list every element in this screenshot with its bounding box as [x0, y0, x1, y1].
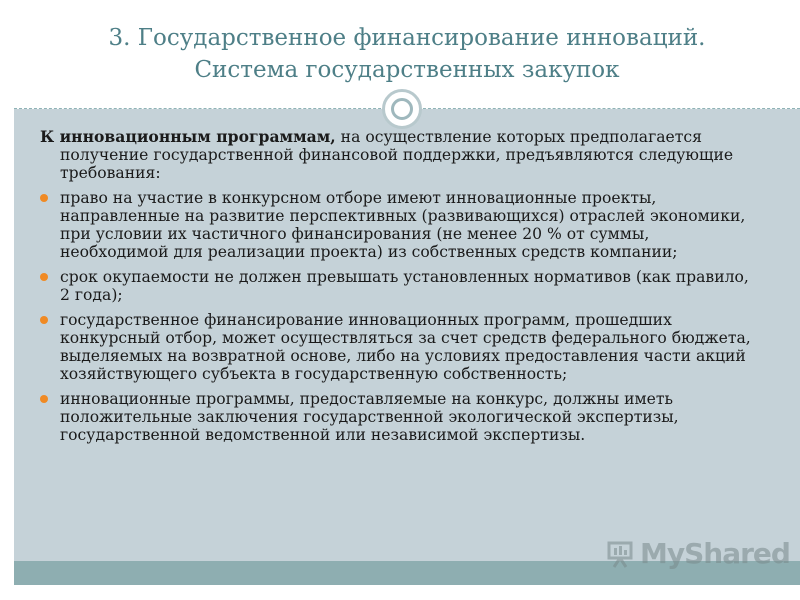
title-line-1: 3. Государственное финансирование инноваций. — [108, 25, 706, 51]
presentation-board-icon — [606, 539, 636, 569]
watermark — [606, 537, 790, 573]
bullet-dot-icon — [40, 316, 48, 324]
intro-bold: К инновационным программам, — [40, 127, 336, 146]
bottom-strip — [0, 585, 800, 600]
list-item — [40, 268, 762, 304]
list-item-text: срок окупаемости не должен превышать установленных нормативов (как правило, 2 года); — [60, 268, 749, 304]
slide-title — [14, 22, 800, 86]
bullet-dot-icon — [40, 273, 48, 281]
list-item-text: право на участие в конкурсном отборе имеют инновационные проекты, направленные на развитие перспективных (развивающихся) отраслей экономики, при условии их частичного финансирования (не менее 20 % от суммы, необходимой для реализации проекта) из собственных средств компании; — [60, 189, 746, 261]
list-item-text: государственное финансирование инновационных программ, прошедших конкурсный отбор, может осуществляться за счет средств федерального бюджета, выделяемых на возвратной основе, либо на условиях предоставления части акций хозяйствующего субъекта в государственную собственность; — [60, 311, 751, 383]
slide-body — [40, 128, 762, 451]
title-line-2: Система государственных закупок — [194, 57, 620, 83]
inner-circle — [391, 98, 413, 120]
bullet-dot-icon — [40, 194, 48, 202]
intro-paragraph — [40, 128, 762, 182]
list-item — [40, 189, 762, 261]
list-item — [40, 311, 762, 383]
decorative-circle-icon — [382, 89, 422, 129]
intro-text: на осуществление которых предполагается получение государственной финансовой поддержки, предъявляются следующие требования: — [60, 128, 734, 182]
requirements-list — [40, 189, 762, 444]
list-item-text: инновационные программы, предоставляемые на конкурс, должны иметь положительные заключения государственной экологической экспертизы, государственной ведомственной или независимой экспертизы. — [60, 390, 679, 444]
list-item — [40, 390, 762, 444]
watermark-text: MyShared — [640, 537, 790, 570]
bullet-dot-icon — [40, 395, 48, 403]
